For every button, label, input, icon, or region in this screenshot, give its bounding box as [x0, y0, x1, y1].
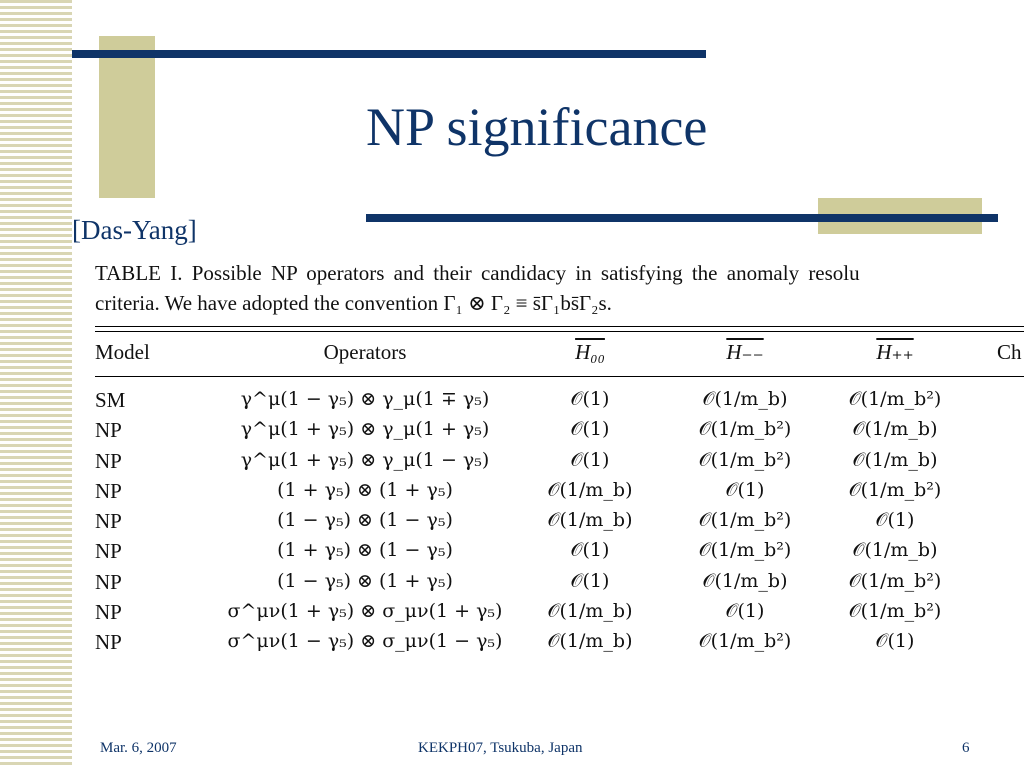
cell-hmm: 𝒪(1/m_b) [702, 388, 788, 410]
decorative-navy-line-bottom [366, 214, 998, 222]
cell-operator: γ^μ(1 − γ₅) ⊗ γ_μ(1 ∓ γ₅) [240, 388, 490, 410]
cell-operator: (1 − γ₅) ⊗ (1 + γ₅) [277, 569, 453, 592]
header-hpp: H₊₊ [876, 340, 914, 364]
cell-h00: 𝒪(1/m_b) [547, 630, 633, 653]
cell-operator: (1 − γ₅) ⊗ (1 − γ₅) [277, 509, 453, 532]
cell-operator: σ^μν(1 + γ₅) ⊗ σ_μν(1 + γ₅) [227, 600, 503, 623]
cell-hmm: 𝒪(1/m_b²) [698, 509, 792, 532]
cell-hpp: 𝒪(1/m_b²) [848, 388, 942, 410]
cell-model: NP [95, 539, 122, 564]
cell-model: NP [95, 478, 122, 503]
left-striped-margin [0, 0, 72, 768]
table-header-row [95, 340, 1024, 378]
cell-hpp: 𝒪(1/m_b) [852, 539, 938, 562]
footer-date: Mar. 6, 2007 [100, 740, 177, 756]
cell-hmm: 𝒪(1) [725, 478, 765, 501]
cell-operator: (1 + γ₅) ⊗ (1 − γ₅) [277, 539, 453, 562]
cell-h00: 𝒪(1) [570, 388, 610, 410]
header-model: Model [95, 340, 150, 364]
cell-h00: 𝒪(1) [570, 448, 610, 471]
cell-h00: 𝒪(1) [570, 418, 610, 441]
cell-model: NP [95, 448, 122, 473]
cell-hmm: 𝒪(1/m_b²) [698, 630, 792, 653]
cell-operator: γ^μ(1 + γ₅) ⊗ γ_μ(1 − γ₅) [240, 448, 490, 471]
cell-hmm: 𝒪(1/m_b²) [698, 418, 792, 441]
cell-hpp: 𝒪(1/m_b²) [848, 569, 942, 592]
cell-operator: σ^μν(1 − γ₅) ⊗ σ_μν(1 − γ₅) [227, 630, 503, 653]
cell-hmm: 𝒪(1/m_b) [702, 569, 788, 592]
cell-model: NP [95, 418, 122, 443]
header-h00: H₀₀ [575, 340, 605, 364]
cell-operator: (1 + γ₅) ⊗ (1 + γ₅) [277, 478, 453, 501]
cell-h00: 𝒪(1) [570, 569, 610, 592]
cell-model: NP [95, 569, 122, 594]
table-caption [95, 258, 1024, 318]
cell-model: NP [95, 600, 122, 625]
source-citation: [Das-Yang] [72, 215, 197, 245]
cell-h00: 𝒪(1/m_b) [547, 478, 633, 501]
cell-model: NP [95, 509, 122, 534]
cell-hpp: 𝒪(1/m_b²) [848, 600, 942, 623]
footer-page-number: 6 [962, 740, 970, 756]
cell-hmm: 𝒪(1/m_b²) [698, 539, 792, 562]
cell-h00: 𝒪(1) [570, 539, 610, 562]
footer-event: KEKPH07, Tsukuba, Japan [418, 740, 583, 756]
header-hmm: H₋₋ [726, 340, 764, 364]
cell-hmm: 𝒪(1/m_b²) [698, 448, 792, 471]
table-top-rule-double [95, 331, 1024, 332]
caption-line-2: criteria. We have adopted the convention Γ₁ ⊗ Γ₂ ≡ s̄Γ₁bs̄Γ₂s. [95, 291, 612, 315]
operators-table [95, 340, 1024, 655]
cell-h00: 𝒪(1/m_b) [547, 509, 633, 532]
cell-hmm: 𝒪(1) [725, 600, 765, 623]
caption-line-1: TABLE I. Possible NP operators and their candidacy in satisfying the anomaly resolu [95, 261, 860, 285]
cell-model: NP [95, 630, 122, 655]
decorative-navy-line-top [72, 50, 706, 58]
decorative-khaki-bar-vertical [99, 36, 155, 198]
header-ch: Ch [997, 340, 1022, 364]
cell-h00: 𝒪(1/m_b) [547, 600, 633, 623]
cell-hpp: 𝒪(1/m_b²) [848, 478, 942, 501]
table-figure [95, 258, 1024, 668]
cell-hpp: 𝒪(1/m_b) [852, 418, 938, 441]
cell-hpp: 𝒪(1/m_b) [852, 448, 938, 471]
cell-hpp: 𝒪(1) [875, 630, 915, 653]
slide-title: NP significance [366, 97, 708, 157]
cell-hpp: 𝒪(1) [875, 509, 915, 532]
cell-operator: γ^μ(1 + γ₅) ⊗ γ_μ(1 + γ₅) [240, 418, 490, 441]
table-top-rule [95, 326, 1024, 327]
header-operators: Operators [323, 340, 407, 364]
cell-model: SM [95, 388, 126, 412]
